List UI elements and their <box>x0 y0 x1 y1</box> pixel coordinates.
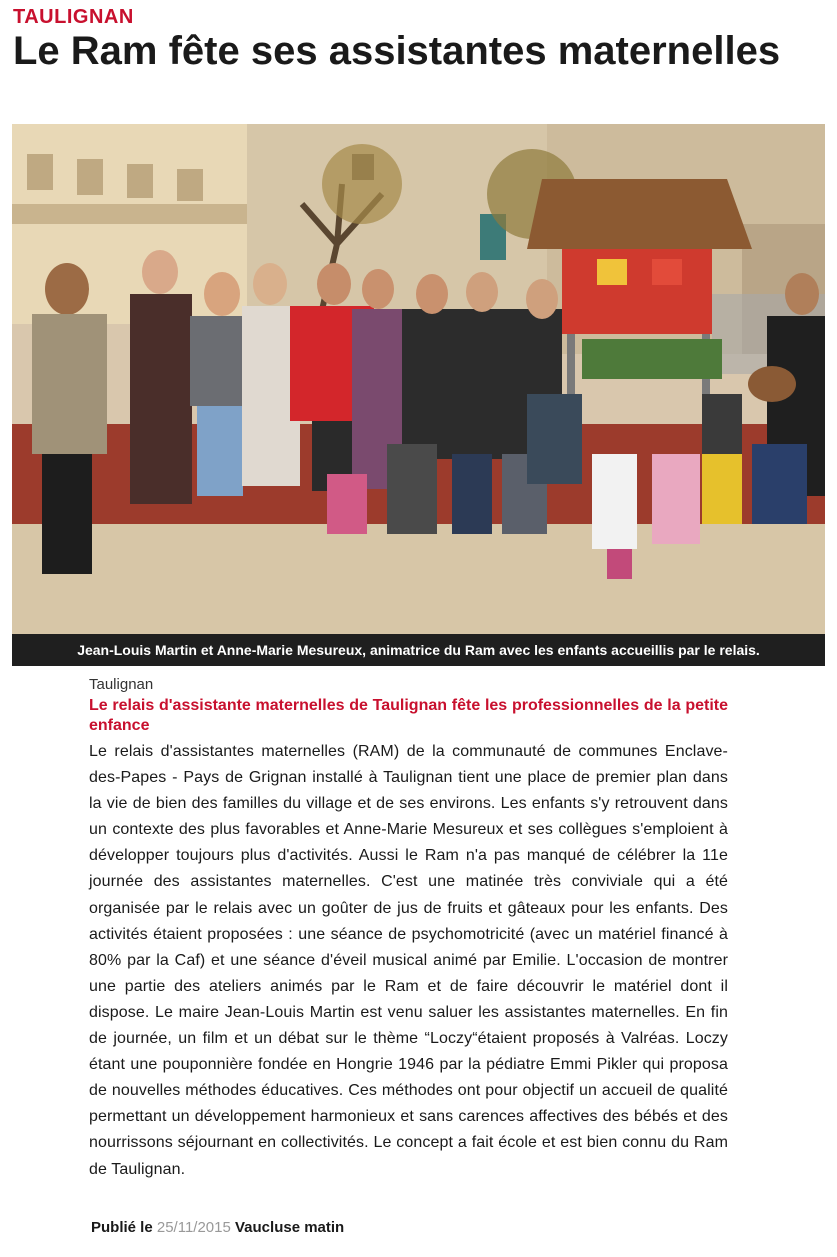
photo-caption: Jean-Louis Martin et Anne-Marie Mesureux, animatrice du Ram avec les enfants accueillis par le relais. <box>12 634 825 666</box>
published-label: Publié le <box>91 1219 153 1236</box>
article-photo <box>12 124 825 634</box>
article-lead: Le relais d'assistante maternelles de Taulignan fête les professionnelles de la petite enfance <box>89 697 728 734</box>
publication-source: Vaucluse matin <box>235 1219 345 1236</box>
group-photo-illustration <box>12 124 825 634</box>
section-kicker: TAULIGNAN <box>13 6 134 28</box>
publication-line <box>91 1219 344 1236</box>
article-body-section <box>89 676 728 1183</box>
publication-date: 25/11/2015 <box>156 1219 231 1236</box>
article-place: Taulignan <box>89 676 154 693</box>
article-headline: Le Ram fête ses assistantes maternelles <box>13 29 781 73</box>
article-text: Le relais d'assistantes maternelles (RAM) de la communauté de communes Enclave-des-Papes - Pays de Grignan installé à Taulignan tient une place de premier plan dans la vie de bien des familles du village et de ses environs. Les enfants s'y retrouvent dans un contexte des plus favorables et Anne-Marie Mesureux et ses collègues s'emploient à développer toujours plus d'activités. Aussi le Ram n'a pas manqué de célébrer la 11e journée des assistantes maternelles. C'est une matinée très conviviale qui a été organisée par le relais avec un goûter de jus de fruits et gâteaux pour les enfants. Des activités étaient proposées : une séance de psychomotricité (avec un matériel financé à 80% par la Caf) et une séance d'éveil musical animé par Emilie. L'occasion de montrer une partie des ateliers animés par le Ram et de faire découvrir le matériel dont il dispose. Le maire Jean-Louis Martin est venu saluer les assistantes maternelles. En fin de journée, un film et un débat sur le thème “Loczy“étaient proposés à Valréas. Loczy étant une pouponnière fondée en Hongrie 1946 par la pédiatre Emmi Pikler qui proposa de nouvelles méthodes éducatives. Ces méthodes ont pour objectif un accueil de qualité permettant un développement harmonieux et sans carences affectives des bébés et des nourrissons séjournant en collectivités. Le concept a fait école et est bien connu du Ram de Taulignan. <box>89 743 728 1178</box>
